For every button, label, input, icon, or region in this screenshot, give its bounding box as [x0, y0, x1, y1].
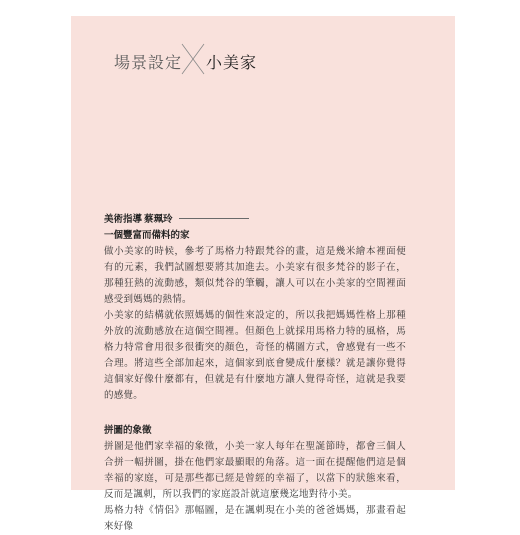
cross-divider-icon	[180, 42, 206, 76]
credit-name: 蔡珮玲	[144, 214, 173, 225]
book-page	[71, 16, 455, 532]
credit-rule	[179, 218, 249, 219]
page-header	[114, 42, 414, 76]
section-gap	[104, 404, 406, 420]
paragraph: 小美家的結構就依照媽媽的個性來設定的，所以我把媽媽性格上那種外放的流動感放在這個空間裡。但顏色上就採用馬格力特的風格，馬格力特常會用很多很衝突的顏色，奇怪的構圖方式，會感覺有一些不合理。將這些全部加起來，這個家到底會變成什麼樣？就是讓你覺得這個家好像什麼都有，但就是有什麼地方讓人覺得奇怪，這就是我要的感覺。	[104, 310, 406, 401]
section-heading: 拼圖的象徵	[104, 425, 152, 436]
paragraph: 馬格力特《情侶》那幅圖，是在諷刺現在小美的爸爸媽媽，那畫看起來好像	[104, 505, 406, 532]
credit-label: 美術指導	[104, 214, 143, 225]
header-title: 小美家	[206, 53, 258, 72]
header-category: 場景設定	[114, 53, 183, 72]
article-body	[104, 211, 406, 535]
art-director-credit	[104, 211, 406, 225]
paragraph: 拼圖是他們家幸福的象徵，小美一家人每年在聖誕節時，都會三個人合拼一幅拼圖，掛在他們家最顯眼的角落。這一面在提醒他們這是個幸福的家庭，可是那些都已經是曾經的幸福了，以當下的狀態來看，反而是諷刺，所以我們的家庭設計就這麼幾迄地對待小美。	[104, 441, 406, 500]
paragraph: 做小美家的時候，參考了馬格力特跟梵谷的畫，這是幾米繪本裡面便有的元素，我們試圖想要將其加進去。小美家有很多梵谷的影子在，那種狂熱的流動感，類似梵谷的筆觸，讓人可以在小美家的空間裡面感受到媽媽的熱情。	[104, 246, 406, 305]
section-heading: 一個豐富而備料的家	[104, 230, 190, 241]
